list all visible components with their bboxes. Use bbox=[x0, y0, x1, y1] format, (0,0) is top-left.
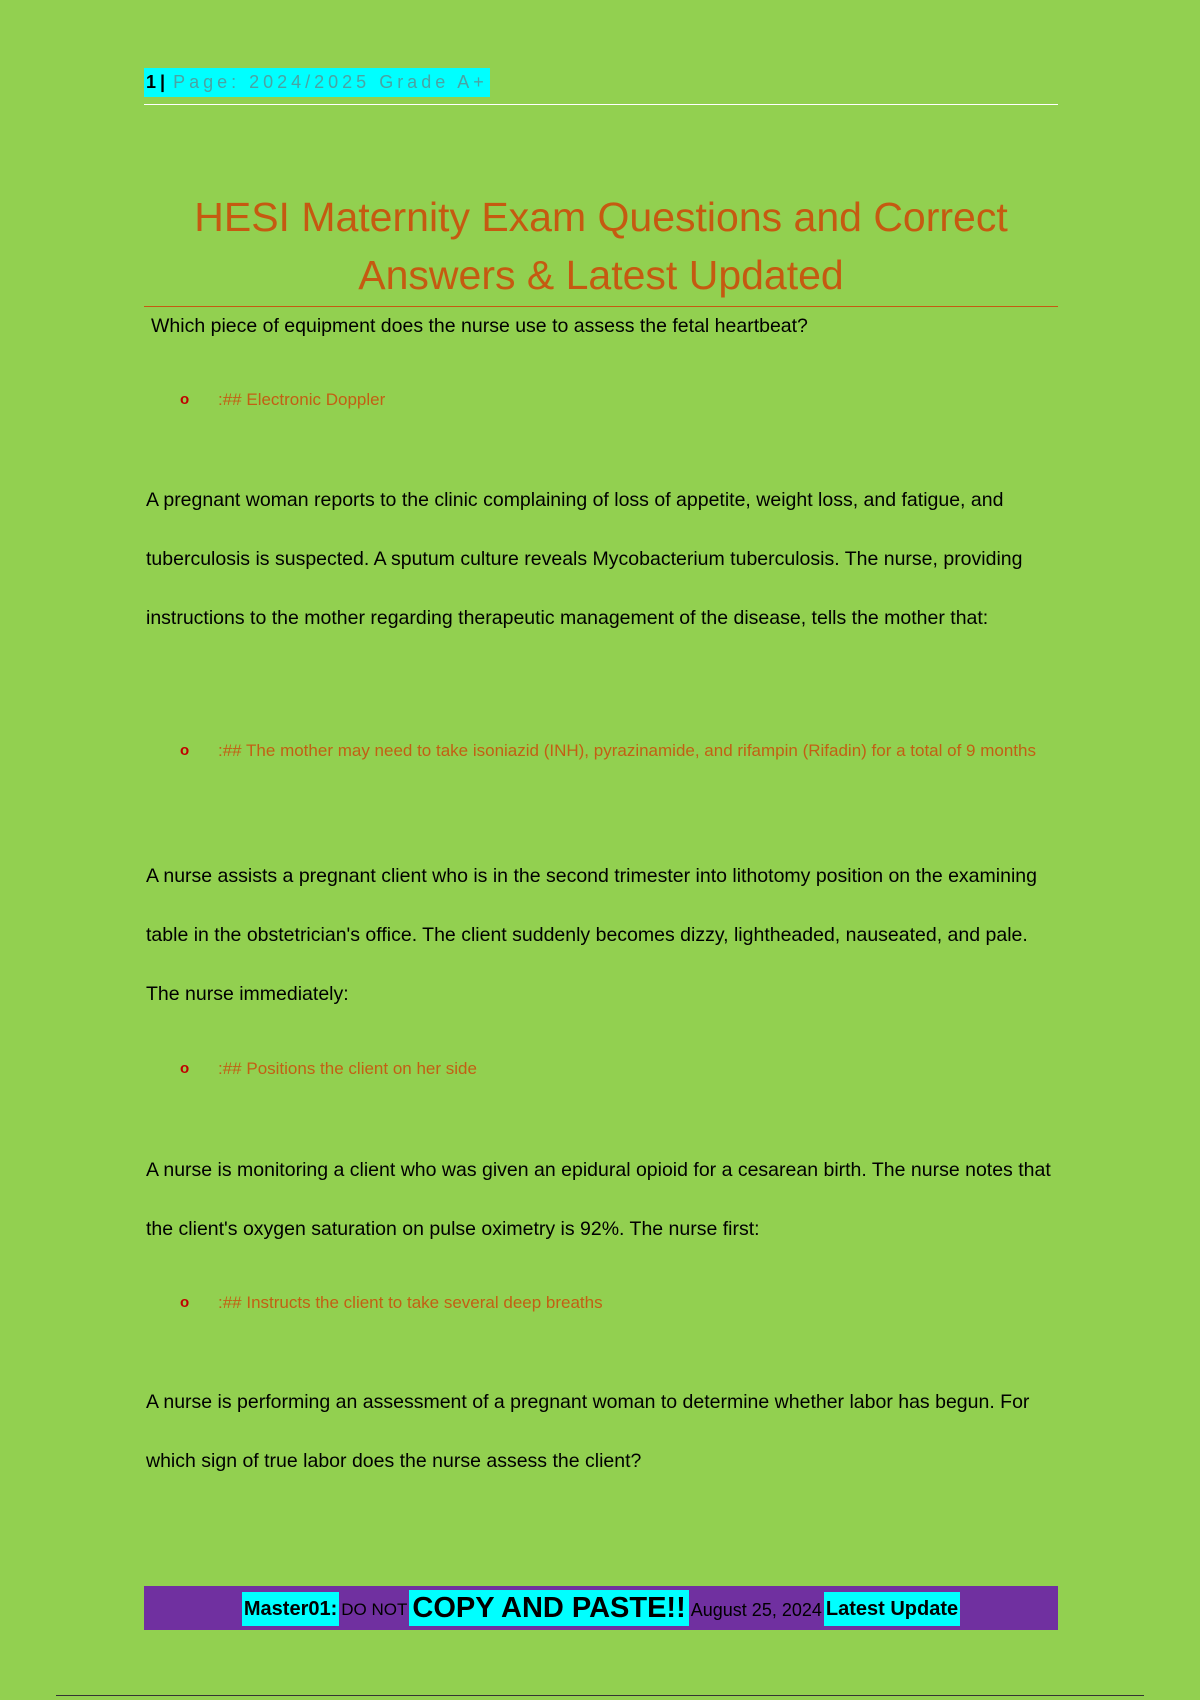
answer-1 bbox=[180, 386, 1060, 414]
footer-do-not: DO NOT bbox=[339, 1592, 409, 1626]
answer-2 bbox=[180, 737, 1060, 765]
footer-banner bbox=[144, 1586, 1058, 1630]
footer-latest-update: Latest Update bbox=[824, 1592, 960, 1626]
footer-date: August 25, 2024 bbox=[689, 1592, 824, 1626]
answer-text: :## Positions the client on her side bbox=[218, 1059, 477, 1078]
answer-text: :## The mother may need to take isoniazid (INH), pyrazinamide, and rifampin (Rifadin) for a total of 9 months bbox=[218, 741, 1036, 760]
page-number: 1 bbox=[146, 72, 161, 92]
answer-text: :## Instructs the client to take several deep breaths bbox=[218, 1293, 603, 1312]
question-2: A pregnant woman reports to the clinic complaining of loss of appetite, weight loss, and fatigue, and tuberculosis is suspected. A sputum culture reveals Mycobacterium tuberculosis. The nurse, providing instructions to the mother regarding therapeutic management of the disease, tells the mother that: bbox=[146, 489, 1023, 629]
question-4: A nurse is monitoring a client who was given an epidural opioid for a cesarean birth. The nurse notes that the client's oxygen saturation on pulse oximetry is 92%. The nurse first: bbox=[146, 1159, 1051, 1240]
page-header-text: Page: 2024/2025 Grade A+ bbox=[173, 72, 488, 92]
bullet-icon: o bbox=[180, 742, 190, 759]
bullet-icon: o bbox=[180, 1060, 190, 1077]
page-header bbox=[144, 68, 1058, 105]
answer-text: :## Electronic Doppler bbox=[218, 390, 386, 409]
question-3: A nurse assists a pregnant client who is in the second trimester into lithotomy position on the examining table in the obstetrician's office. The client suddenly becomes dizzy, lightheaded, nauseated, and pale. The nurse immediately: bbox=[146, 865, 1037, 1005]
page-header-highlight bbox=[144, 68, 490, 97]
page-bottom-divider bbox=[56, 1695, 1144, 1696]
answer-3 bbox=[180, 1055, 1060, 1083]
question-1: Which piece of equipment does the nurse use to assess the fetal heartbeat? bbox=[151, 315, 808, 337]
footer-text-row bbox=[242, 1590, 960, 1626]
answer-4 bbox=[180, 1289, 1060, 1317]
footer-copy-paste: COPY AND PASTE!! bbox=[409, 1590, 688, 1626]
document-title: HESI Maternity Exam Questions and Correct Answers & Latest Updated bbox=[144, 188, 1058, 307]
bullet-icon: o bbox=[180, 1294, 190, 1311]
bullet-icon: o bbox=[180, 391, 190, 408]
question-5: A nurse is performing an assessment of a pregnant woman to determine whether labor has begun. For which sign of true labor does the nurse assess the client? bbox=[146, 1391, 1030, 1472]
footer-master-label: Master01: bbox=[242, 1592, 339, 1626]
page-header-separator: | bbox=[160, 72, 170, 92]
